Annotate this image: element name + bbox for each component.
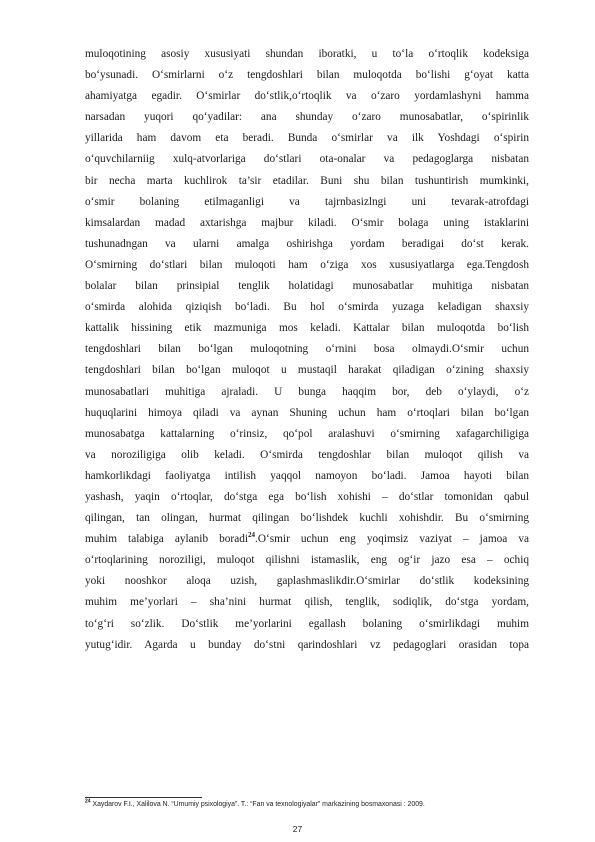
- text-line: [85, 529, 529, 550]
- text-line: qilingan, tan olingan, hurmat qilingan bo‘lishdek kuchli xohishdir. Bu o‘smirning: [85, 512, 529, 525]
- footnote: [85, 800, 545, 809]
- text-line: to‘g‘ri so‘zlik. Do‘stlik me’yorlarini egallash bolaning o‘smirlikdagi muhim: [85, 617, 529, 630]
- footnote-number: 24: [85, 798, 91, 805]
- text-line: bolalar bilan prinsipial tenglik holatidagi munosabatlar muhitiga nisbatan: [85, 280, 529, 293]
- text-line: o‘quvchilarniig xulq-atvorlariga do‘stlari ota-onalar va pedagoglarga nisbatan: [85, 153, 529, 166]
- text-line: bir necha marta kuchlirok ta’sir etadilar. Buni shu bilan tushuntirish mumkinki,: [85, 174, 529, 187]
- text-line: bo‘ysunadi. O‘smirlarni o‘z tengdoshlari bilan muloqotda bo‘lishi g‘oyat katta: [85, 69, 529, 82]
- page-body: [85, 44, 529, 656]
- text-line: narsadan yuqori qo‘yadilar: ana shunday o‘zaro munosabatlar, o‘spirinlik: [85, 111, 529, 124]
- text-line: yutug‘idir. Agarda u bunday do‘stni qarindoshlari vz pedagoglari orasidan topa: [85, 638, 529, 651]
- text-line: va noroziligiga olib keladi. O‘smirda tengdoshlar bilan muloqot qilish va: [85, 448, 529, 461]
- page-number: 27: [292, 824, 303, 834]
- body-paragraph: [85, 44, 529, 656]
- footnote-reference[interactable]: 24: [248, 531, 255, 540]
- footnote-text: Xaydarov F.I., Xalilova N. “Umumiy psixologiya”. T.: “Fan va texnologiyalar” markazining bosmaxonasi : 2009.: [90, 801, 425, 808]
- text-line: yoki nooshkor aloqa uzish, gaplashmaslikdir.O‘smirlar do‘stlik kodeksining: [85, 575, 529, 588]
- text-line: munosabatlari muhitiga ajraladi. U bunga haqqim bor, deb o‘ylaydi, o‘z: [85, 385, 529, 398]
- text-segment: muhim talabiga aylanib boradi: [85, 533, 248, 546]
- text-segment: .O‘smir uchun eng yoqimsiz vaziyat – jamoa va: [255, 533, 529, 546]
- text-line: o‘rtoqlarining noroziligi, muloqot qilishni istamaslik, eng og‘ir jazo esa – ochiq: [85, 554, 529, 567]
- text-line: munosabatga kattalarning o‘rinsiz, qo‘pol aralashuvi o‘smirning xafagarchiligiga: [85, 427, 529, 440]
- text-line: yillarida ham davom eta beradi. Bunda o‘smirlar va ilk Yoshdagi o‘spirin: [85, 132, 529, 145]
- text-line: kimsalardan madad axtarishga majbur kiladi. O‘smir bolaga uning istaklarini: [85, 216, 529, 229]
- text-line: ahamiyatga egadir. O‘smirlar do‘stlik,o‘rtoqlik va o‘zaro yordamlashyni hamma: [85, 90, 529, 103]
- text-line: tengdoshlari bilan bo‘lgan muloqotning o‘rnini bosa olmaydi.O‘smir uchun: [85, 343, 529, 356]
- text-line: yashash, yaqin o‘rtoqlar, do‘stga ega bo‘lish xohishi – do‘stlar tomonidan qabul: [85, 490, 529, 503]
- text-line: o‘smirda alohida qiziqish bo‘ladi. Bu hol o‘smirda yuzaga keladigan shaxsiy: [85, 301, 529, 314]
- text-line: tushunadngan va ularni amalga oshirishga yordam beradigai do‘st kerak.: [85, 237, 529, 250]
- text-line: tengdoshlari bilan bo‘lgan muloqot u mustaqil harakat qiladigan o‘zining shaxsiy: [85, 364, 529, 377]
- text-line: muloqotining asosiy xususiyati shundan iboratki, u to‘la o‘rtoqlik kodeksiga: [85, 48, 529, 60]
- text-line: muhim me’yorlari – sha’nini hurmat qilish, tenglik, sodiqlik, do‘stga yordam,: [85, 596, 529, 609]
- text-line: huquqlarini himoya qiladi va aynan Shuning uchun ham o‘rtoqlari bilan bo‘lgan: [85, 406, 529, 419]
- footnote-divider: [85, 797, 202, 798]
- text-line: O‘smirning do‘stlari bilan muloqoti ham o‘ziga xos xususiyatlarga ega.Tengdosh: [85, 258, 529, 271]
- text-line: hamkorlikdagi faoliyatga intilish yaqqol namoyon bo‘ladi. Jamoa hayoti bilan: [85, 469, 529, 482]
- text-line: o‘smir bolaning etilmaganligi va tajrnbasizlngi uni tevarak-atrofdagi: [85, 195, 529, 208]
- text-line: kattalik hissining etik mazmuniga mos keladi. Kattalar bilan muloqotda bo‘lish: [85, 322, 529, 335]
